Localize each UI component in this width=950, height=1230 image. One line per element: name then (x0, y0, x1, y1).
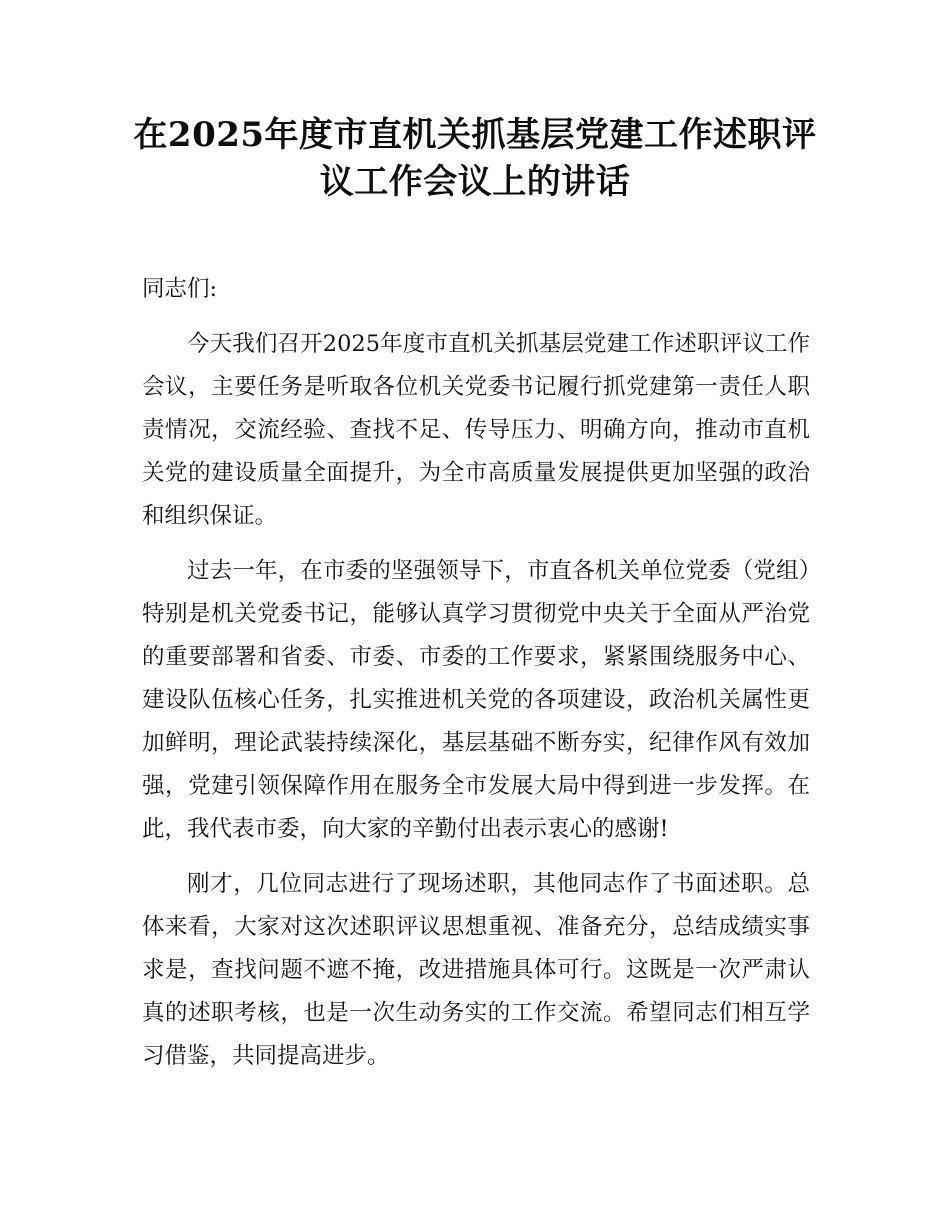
document-title: 在2025年度市直机关抓基层党建工作述职评议工作会议上的讲话 (133, 115, 817, 202)
paragraph: 今天我们召开2025年度市直机关抓基层党建工作述职评议工作会议，主要任务是听取各位机关党委书记履行抓党建第一责任人职责情况，交流经验、查找不足、传导压力、明确方向，推动市直机关党的建设质量全面提升，为全市高质量发展提供更加坚强的政治和组织保证。 (142, 331, 810, 529)
salutation: 同志们: (142, 276, 218, 302)
paragraph: 过去一年，在市委的坚强领导下，市直各机关单位党委（党组）特别是机关党委书记，能够认真学习贯彻党中央关于全面从严治党的重要部署和省委、市委、市委的工作要求，紧紧围绕服务中心、建设队伍核心任务，扎实推进机关党的各项建设，政治机关属性更加鲜明，理论武装持续深化，基层基础不断夯实，纪律作风有效加强，党建引领保障作用在服务全市发展大局中得到进一步发挥。在此，我代表市委，向大家的辛勤付出表示衷心的感谢! (142, 558, 810, 842)
document-body (142, 268, 810, 1090)
paragraph: 刚才，几位同志进行了现场述职，其他同志作了书面述职。总体来看，大家对这次述职评议思想重视、准备充分，总结成绩实事求是，查找问题不遮不掩，改进措施具体可行。这既是一次严肃认真的述职考核，也是一次生动务实的工作交流。希望同志们相互学习借鉴，共同提高进步。 (142, 871, 810, 1069)
